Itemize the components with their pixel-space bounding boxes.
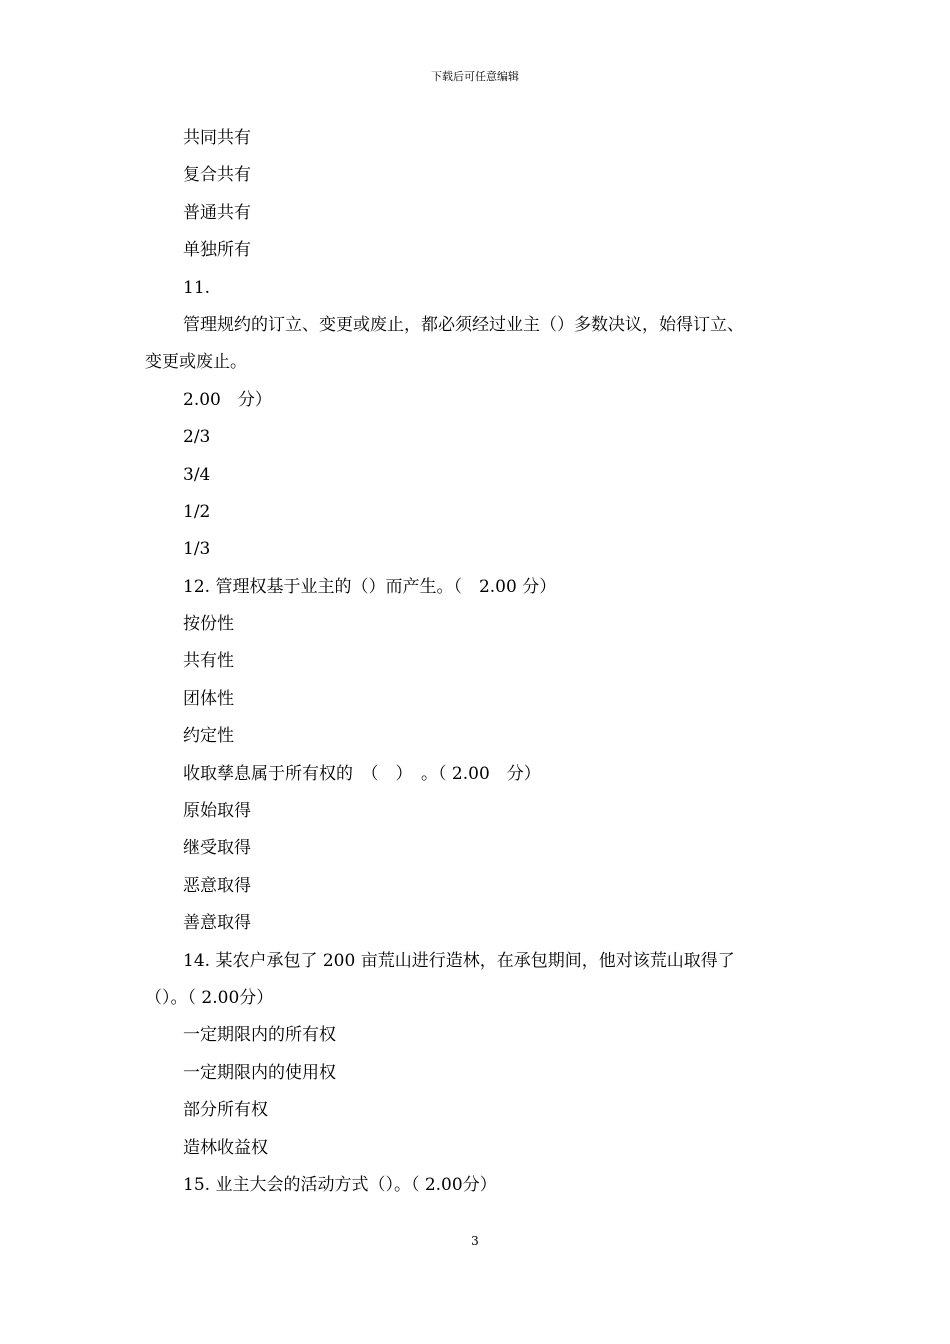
text-line: 1/2	[183, 501, 211, 522]
text-line: 团体性	[183, 688, 234, 709]
page-number: 3	[471, 1234, 479, 1248]
text-line: 一定期限内的所有权	[183, 1025, 336, 1046]
text-line: 11.	[183, 277, 211, 298]
text-line: 部分所有权	[183, 1100, 268, 1121]
text-line: 造林收益权	[183, 1137, 268, 1158]
text-line: 一定期限内的使用权	[183, 1062, 336, 1083]
text-line: 3/4	[183, 464, 211, 485]
text-line: 按份性	[183, 614, 234, 635]
text-line: 复合共有	[183, 165, 251, 186]
text-line: 约定性	[183, 726, 234, 747]
text-line: 12. 管理权基于业主的（）而产生。（ 2.00 分）	[183, 576, 557, 597]
text-line: 善意取得	[183, 913, 251, 934]
text-line: 收取孳息属于所有权的 （ ） 。（ 2.00 分）	[183, 763, 541, 784]
text-line: 共有性	[183, 651, 234, 672]
text-line: 变更或废止。	[145, 352, 247, 373]
text-line: 15. 业主大会的活动方式（）。（ 2.00分）	[183, 1174, 497, 1195]
text-line: 2.00 分）	[183, 389, 272, 410]
text-line: 管理规约的订立、变更或废止，都必须经过业主（）多数决议，始得订立、	[183, 314, 744, 335]
text-line: （）。（ 2.00分）	[145, 987, 274, 1008]
text-line: 2/3	[183, 427, 211, 448]
text-line: 共同共有	[183, 128, 251, 148]
text-line: 继受取得	[183, 838, 251, 859]
page-header: 下载后可任意编辑	[431, 70, 519, 83]
text-line: 普通共有	[183, 202, 251, 223]
text-line: 14. 某农户承包了 200 亩荒山进行造林，在承包期间，他对该荒山取得了	[183, 950, 735, 971]
text-line: 1/3	[183, 539, 211, 560]
text-line: 原始取得	[183, 801, 251, 822]
text-line: 单独所有	[183, 240, 251, 261]
document-body	[145, 120, 825, 1204]
text-line: 恶意取得	[183, 875, 251, 896]
